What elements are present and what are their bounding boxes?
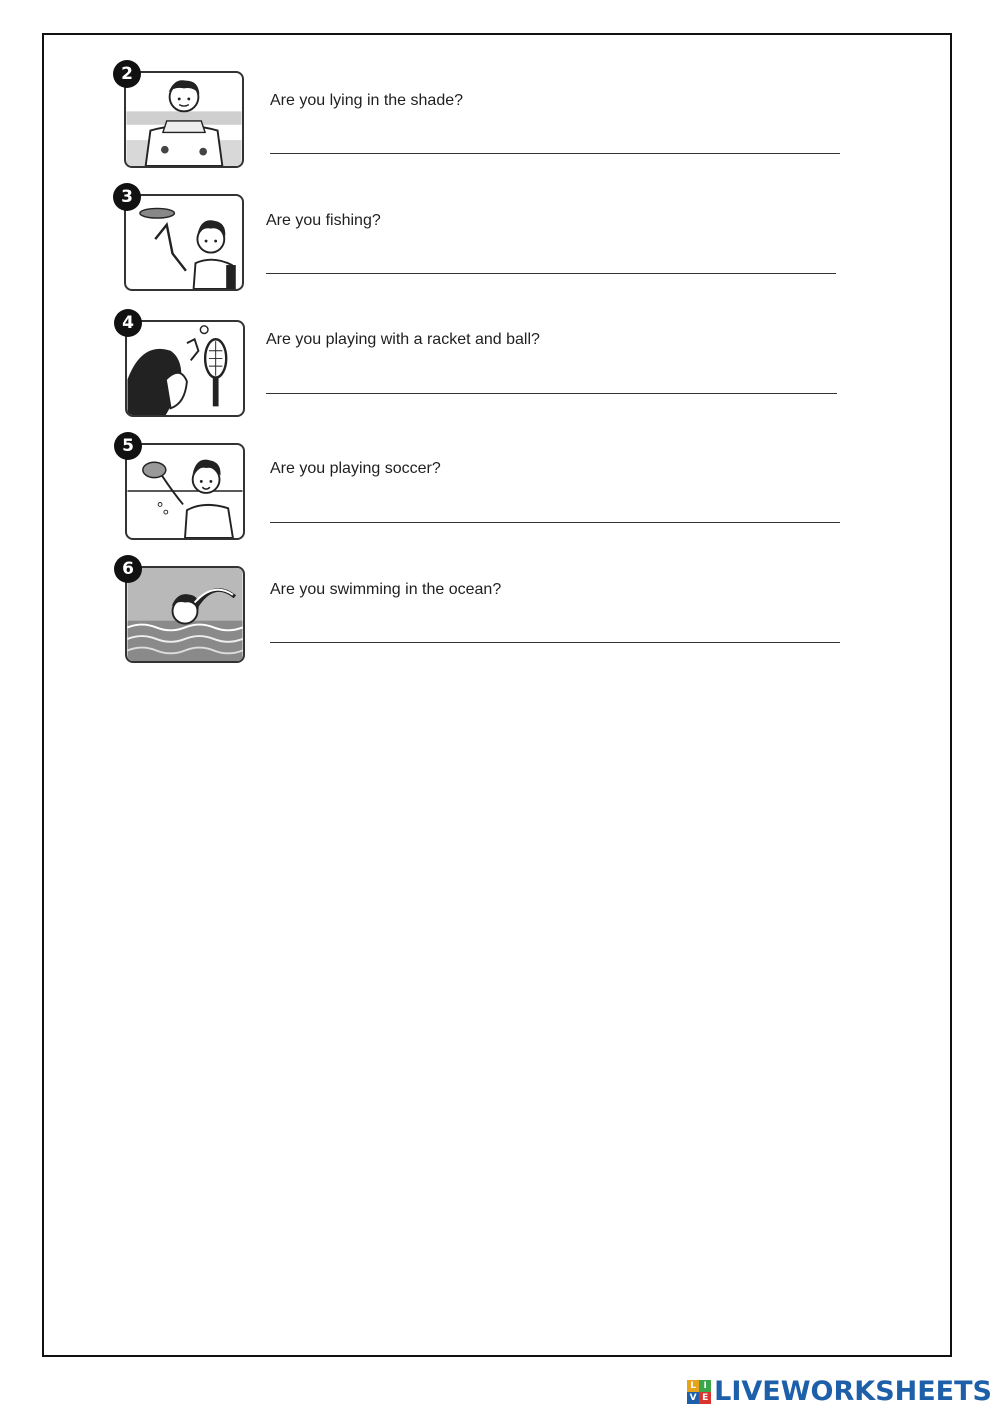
question-text: Are you swimming in the ocean? (270, 581, 502, 598)
question-number: 3 (113, 183, 141, 211)
logo-letter: V (687, 1392, 699, 1404)
answer-input[interactable] (270, 617, 840, 643)
logo-letter: E (699, 1392, 711, 1404)
boy-swimming-picture (125, 566, 245, 663)
question-text: Are you lying in the shade? (270, 92, 464, 109)
boy-in-sand-picture (124, 71, 244, 168)
answer-input[interactable] (270, 128, 840, 154)
logo-letter: L (687, 1380, 699, 1392)
logo-letter: I (699, 1380, 711, 1392)
boy-frisbee-picture (124, 194, 244, 291)
question-number: 6 (114, 555, 142, 583)
liveworksheets-logo-icon (687, 1380, 711, 1404)
boy-shells-picture (125, 443, 245, 540)
answer-input[interactable] (266, 368, 837, 394)
brand-name: LIVEWORKSHEETS (714, 1376, 992, 1407)
question-text: Are you fishing? (266, 212, 381, 229)
question-text: Are you playing soccer? (270, 460, 441, 477)
question-text: Are you playing with a racket and ball? (266, 331, 540, 348)
question-number: 5 (114, 432, 142, 460)
answer-input[interactable] (266, 248, 836, 274)
liveworksheets-brand[interactable] (687, 1376, 992, 1407)
answer-input[interactable] (270, 497, 840, 523)
question-number: 4 (114, 309, 142, 337)
boy-racket-picture (125, 320, 245, 417)
question-number: 2 (113, 60, 141, 88)
